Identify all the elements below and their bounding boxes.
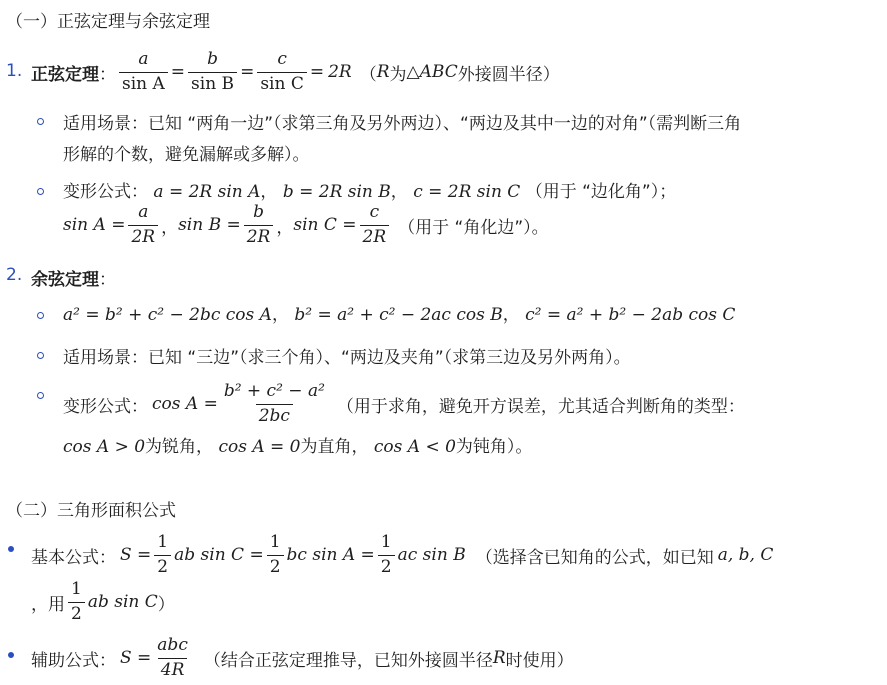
bullet-icon bbox=[37, 188, 44, 195]
bullet-icon bbox=[37, 312, 44, 319]
fraction-a-sinA: $\frac{a}{\text{sin A}}$ bbox=[119, 50, 168, 94]
bullet-icon bbox=[8, 652, 14, 658]
cosine-transform-line2: cos A > 0为锐角， cos A = 0为直角， cos A < 0为钝角）。 bbox=[63, 437, 533, 457]
bullet-icon bbox=[37, 352, 44, 359]
area-aux-line: 辅助公式： S = $\frac{\text{abc}}{4R}$ （结合正弦定理推导，已知外接圆半径 R 时使用） bbox=[31, 634, 574, 680]
sine-transform-line1: 变形公式： a = 2R sin A， b = 2R sin B， c = 2R sin C （用于 “边化角”）； bbox=[63, 182, 677, 202]
section1-heading: （一）正弦定理与余弦定理 bbox=[6, 12, 210, 32]
sine-scene-line1: 适用场景：已知 “两角一边”（求第三角及另外两边）、“两边及其中一边的对角”（需判断三角 bbox=[63, 114, 742, 134]
fraction-c-sinC: $\frac{c}{\text{sin C}}$ bbox=[257, 50, 307, 94]
cosine-theorem-title-line: 余弦定理： bbox=[31, 270, 116, 290]
list-marker-1: 1. bbox=[6, 61, 23, 81]
bullet-icon bbox=[37, 118, 44, 125]
area-basic-line: 基本公式： S = $\frac{1}{2}$ ab sin C = $\frac{1}{2}$ bc sin A = $\frac{1}{2}$ ac sin B （选择含已知角的公式，如已知 a, b, C bbox=[31, 531, 774, 577]
sine-scene-line2: 形解的个数，避免漏解或多解）。 bbox=[63, 145, 310, 165]
cosine-scene-line: 适用场景：已知 “三边”（求三个角）、“两边及夹角”（求第三边及另外两角）。 bbox=[63, 348, 631, 368]
sine-theorem-title: 正弦定理 bbox=[31, 64, 99, 85]
bullet-icon bbox=[37, 392, 44, 399]
cosine-formulas-line: a² = b² + c² − 2bc cos A， b² = a² + c² − 2ac cos B， c² = a² + b² − 2ab cos C bbox=[63, 305, 736, 325]
sine-theorem-line: 正弦定理 ： $\frac{a}{\text{sin A}}$ = $\frac{b}{\text{sin B}}$ = $\frac{c}{\text{sin C}}$ = 2R （ R 为 △ABC 外接圆半径） bbox=[31, 48, 560, 94]
section2-heading: （二）三角形面积公式 bbox=[6, 501, 176, 521]
cosine-transform-line1: 变形公式： cos A = $\frac{\text{b² + c² − a²}}{2bc}$ （用于求角，避免开方误差，尤其适合判断角的类型： bbox=[63, 380, 745, 426]
area-basic-line2: ，用 $\frac{1}{2}$ ab sin C ） bbox=[31, 578, 175, 624]
list-marker-2: 2. bbox=[6, 265, 23, 285]
sine-transform-line2: sin A = $\frac{a}{2R}$ ， sin B = $\frac{b}{2R}$ ， sin C = $\frac{c}{2R}$ （用于 “角化边”）。 bbox=[63, 201, 549, 247]
cosine-theorem-title: 余弦定理 bbox=[31, 270, 99, 290]
bullet-icon bbox=[8, 546, 14, 552]
fraction-b-sinB: $\frac{b}{\text{sin B}}$ bbox=[188, 50, 237, 94]
